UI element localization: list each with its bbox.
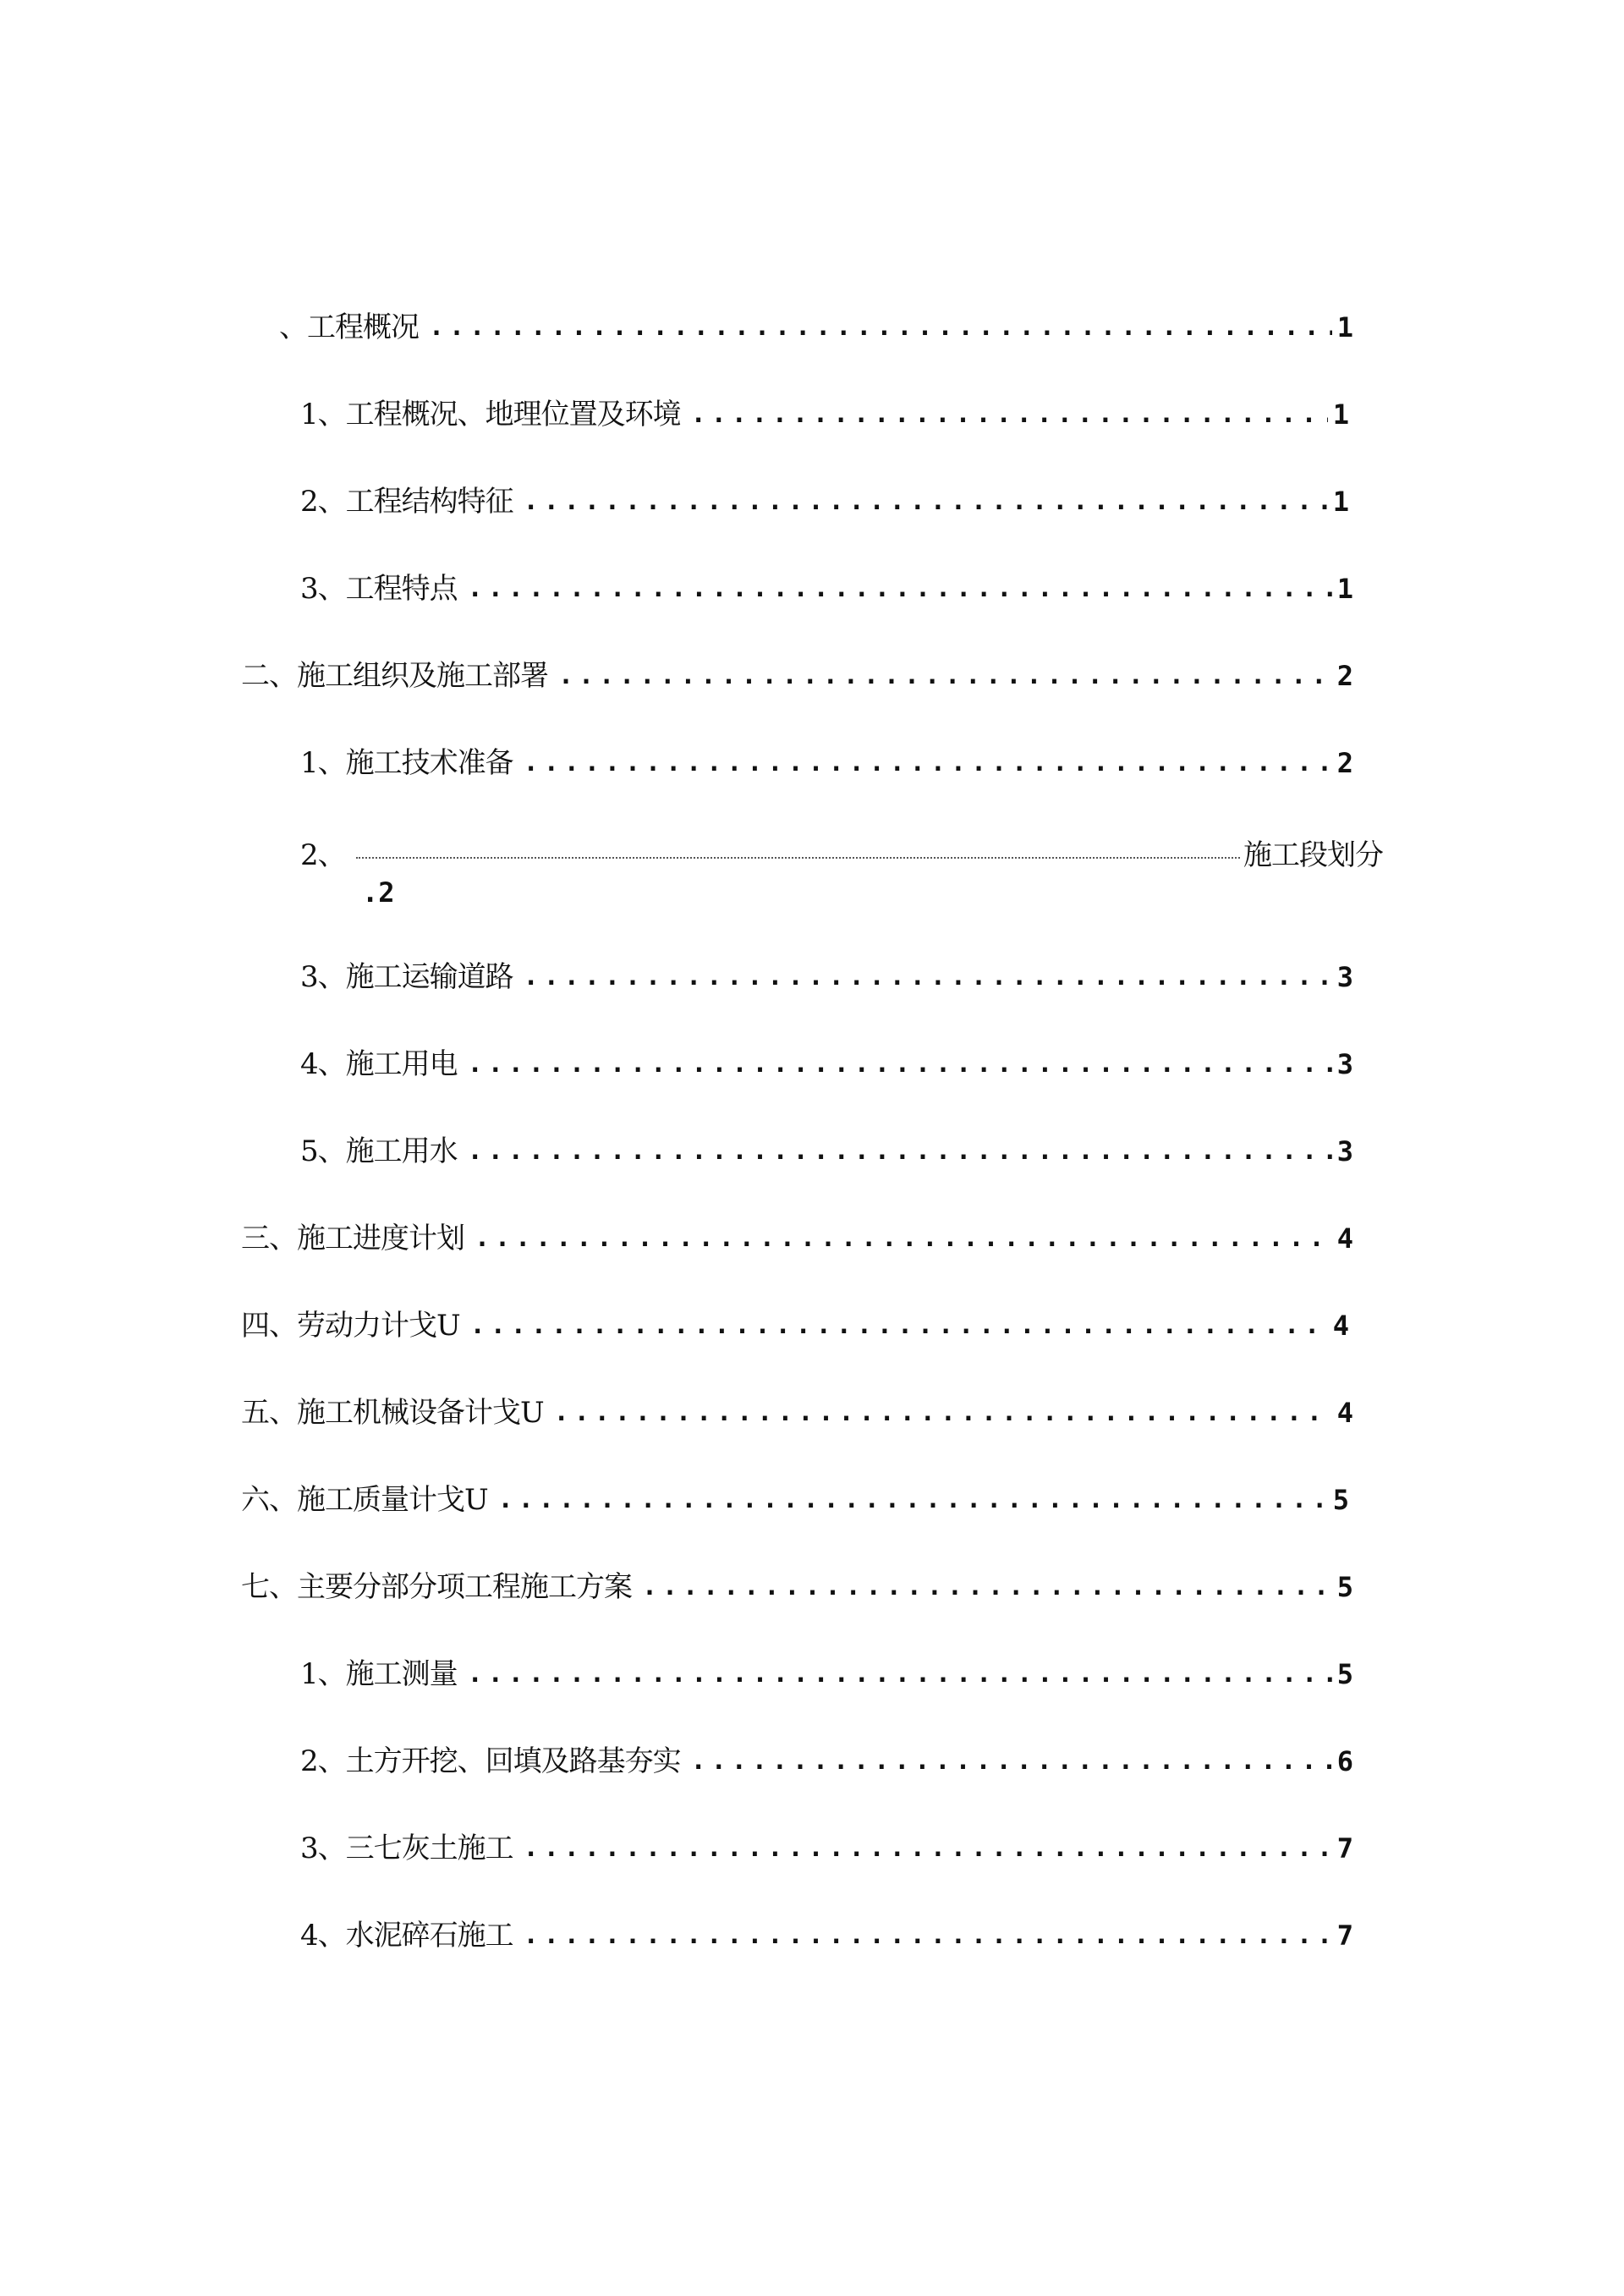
- toc-entry: [300, 831, 1383, 873]
- toc-entry-title: 、工程概况: [279, 310, 419, 344]
- toc-entry-page: 3: [1336, 1048, 1353, 1080]
- toc-entry: [300, 742, 1353, 784]
- toc-entry-title: 七、主要分部分项工程施工方案: [241, 1570, 632, 1604]
- toc-entry-title: 五、施工机械设备计戈U: [241, 1396, 544, 1430]
- toc-entry: [300, 1653, 1353, 1695]
- toc-leader-dots: [468, 1130, 1332, 1173]
- toc-entry-page: 7: [1336, 1832, 1353, 1865]
- toc-leader-dots: [524, 1827, 1332, 1870]
- toc-entry-title: 5、施工用水: [300, 1134, 458, 1168]
- toc-entry-title: 1、工程概况、地理位置及环境: [300, 398, 681, 431]
- toc-entry: [300, 1914, 1353, 1957]
- toc-entry-title: 施工段划分: [1243, 838, 1383, 872]
- toc-leader-dots: [558, 655, 1332, 697]
- toc-entry-page: 7: [1336, 1920, 1353, 1952]
- toc-entry-prefix: 2、: [300, 838, 346, 872]
- toc-entry: [279, 306, 1353, 349]
- toc-entry-page: 1: [1332, 486, 1349, 518]
- toc-entry: [241, 1566, 1353, 1608]
- toc-entry-page: 4: [1336, 1222, 1353, 1255]
- toc-leader-dots: [691, 393, 1328, 436]
- toc-leader-dots: [475, 1217, 1332, 1260]
- toc-entry-page: 4: [1336, 1397, 1353, 1429]
- toc-leader-dots: [429, 306, 1332, 349]
- toc-entry-page: 1: [1336, 311, 1353, 343]
- toc-entry-page: 2: [1336, 747, 1353, 779]
- toc-entry-title: 4、施工用电: [300, 1047, 458, 1081]
- toc-entry: [241, 1479, 1349, 1521]
- toc-entry-page: 4: [1332, 1310, 1349, 1342]
- toc-entry-page: 5: [1336, 1571, 1353, 1603]
- toc-entry-page: 2: [1336, 660, 1353, 692]
- toc-leader-dots: [642, 1566, 1332, 1608]
- toc-entry: [241, 1305, 1349, 1347]
- toc-entry-page: 6: [1336, 1745, 1353, 1777]
- toc-leader-dots: [468, 1653, 1332, 1695]
- toc-leader-dots: [468, 568, 1332, 610]
- toc-entry-title: 1、施工技术准备: [300, 746, 513, 780]
- toc-entry: [300, 568, 1353, 610]
- toc-leader-dots: [356, 857, 1240, 859]
- toc-entry-page: 5: [1332, 1484, 1349, 1516]
- toc-leader-dots: [470, 1305, 1328, 1347]
- toc-leader-dots: [691, 1740, 1332, 1782]
- toc-entry: [300, 393, 1349, 436]
- toc-entry-title: 二、施工组织及施工部署: [241, 659, 548, 693]
- toc-leader-dots: [524, 481, 1328, 523]
- toc-entry-title: 2、土方开挖、回填及路基夯实: [300, 1744, 681, 1778]
- toc-entry: [241, 1217, 1353, 1260]
- toc-entry-title: 1、施工测量: [300, 1657, 458, 1691]
- toc-entry-page: 1: [1336, 573, 1353, 605]
- toc-entry: [300, 481, 1349, 523]
- toc-entry-title: 六、施工质量计戈U: [241, 1483, 488, 1517]
- toc-entry: [300, 1740, 1353, 1782]
- toc-entry-page: .2: [362, 876, 395, 909]
- toc-entry-page: 3: [1336, 1135, 1353, 1167]
- toc-entry-title: 四、劳动力计戈U: [241, 1309, 460, 1343]
- toc-entry: [300, 1130, 1353, 1173]
- toc-entry: [241, 655, 1353, 697]
- toc-entry-title: 3、工程特点: [300, 572, 458, 606]
- toc-entry-page: 3: [1336, 961, 1353, 993]
- toc-entry-title: 4、水泥碎石施工: [300, 1919, 513, 1953]
- toc-entry-title: 3、施工运输道路: [300, 960, 513, 994]
- toc-entry-page: 5: [1336, 1658, 1353, 1690]
- toc-entry: [241, 1392, 1353, 1434]
- toc-leader-dots: [524, 1914, 1332, 1957]
- toc-leader-dots: [498, 1479, 1328, 1521]
- toc-entry: [300, 1827, 1353, 1870]
- toc-entry-page: 1: [1332, 398, 1349, 431]
- toc-entry-title: 2、工程结构特征: [300, 485, 513, 519]
- toc-leader-dots: [468, 1043, 1332, 1085]
- toc-entry-title: 三、施工进度计划: [241, 1222, 464, 1255]
- toc-entry-title: 3、三七灰土施工: [300, 1832, 513, 1865]
- toc-entry: [300, 1043, 1353, 1085]
- toc-leader-dots: [524, 742, 1332, 784]
- toc-leader-dots: [524, 956, 1332, 998]
- toc-leader-dots: [554, 1392, 1332, 1434]
- toc-entry: [300, 956, 1353, 998]
